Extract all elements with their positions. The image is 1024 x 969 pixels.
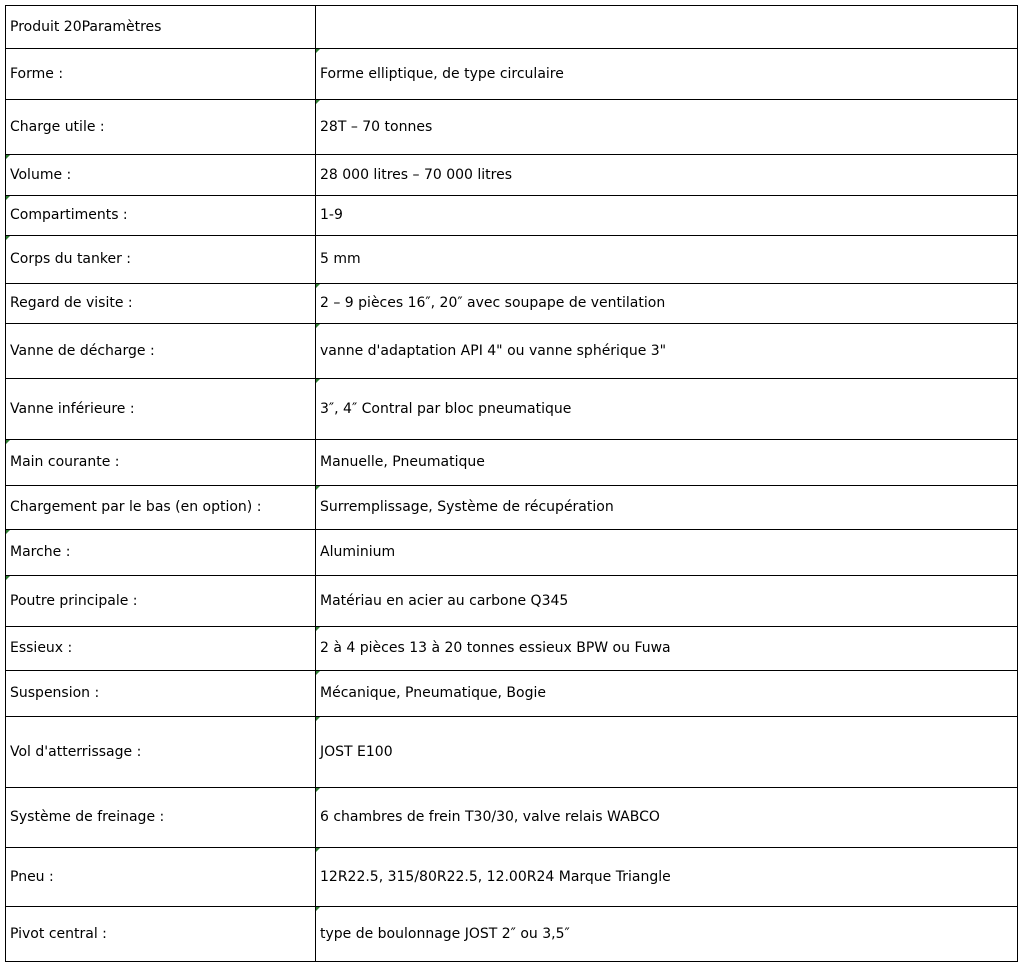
row-value: vanne d'adaptation API 4" ou vanne sphérique 3" [316,324,1018,379]
table-row [6,907,1018,962]
row-label: Charge utile : [6,100,316,155]
row-label: Vanne de décharge : [6,324,316,379]
row-label: Forme : [6,49,316,100]
spec-table [5,5,1018,962]
table-row [6,236,1018,284]
row-value: 2 – 9 pièces 16″, 20″ avec soupape de ventilation [316,284,1018,324]
row-value: 3″, 4″ Contral par bloc pneumatique [316,379,1018,440]
row-value: 5 mm [316,236,1018,284]
table-row [6,324,1018,379]
row-value: Matériau en acier au carbone Q345 [316,576,1018,627]
row-label: Vol d'atterrissage : [6,717,316,788]
row-value: type de boulonnage JOST 2″ ou 3,5″ [316,907,1018,962]
row-label: Compartiments : [6,196,316,236]
row-label: Essieux : [6,627,316,671]
table-row [6,100,1018,155]
row-label: Pneu : [6,848,316,907]
table-row [6,284,1018,324]
row-label: Vanne inférieure : [6,379,316,440]
table-row [6,440,1018,486]
header-label-cell: Produit 20Paramètres [6,6,316,49]
table-row [6,848,1018,907]
row-label: Main courante : [6,440,316,486]
table-row [6,576,1018,627]
table-row [6,671,1018,717]
table-row [6,49,1018,100]
table-row [6,155,1018,196]
table-row [6,627,1018,671]
row-value: 28T – 70 tonnes [316,100,1018,155]
row-value: 12R22.5, 315/80R22.5, 12.00R24 Marque Triangle [316,848,1018,907]
row-label: Corps du tanker : [6,236,316,284]
row-value: 1-9 [316,196,1018,236]
row-value: Manuelle, Pneumatique [316,440,1018,486]
row-value: 6 chambres de frein T30/30, valve relais WABCO [316,788,1018,848]
table-row [6,530,1018,576]
row-label: Poutre principale : [6,576,316,627]
table-row [6,788,1018,848]
row-value: 28 000 litres – 70 000 litres [316,155,1018,196]
table-row [6,196,1018,236]
row-value: Forme elliptique, de type circulaire [316,49,1018,100]
table-row [6,717,1018,788]
row-value: Aluminium [316,530,1018,576]
header-value-cell [316,6,1018,49]
table-header-row [6,6,1018,49]
row-label: Suspension : [6,671,316,717]
row-value: Surremplissage, Système de récupération [316,486,1018,530]
table-row [6,486,1018,530]
row-value: Mécanique, Pneumatique, Bogie [316,671,1018,717]
row-label: Chargement par le bas (en option) : [6,486,316,530]
row-label: Marche : [6,530,316,576]
row-label: Regard de visite : [6,284,316,324]
row-label: Système de freinage : [6,788,316,848]
table-row [6,379,1018,440]
row-label: Volume : [6,155,316,196]
row-label: Pivot central : [6,907,316,962]
row-value: JOST E100 [316,717,1018,788]
row-value: 2 à 4 pièces 13 à 20 tonnes essieux BPW ou Fuwa [316,627,1018,671]
